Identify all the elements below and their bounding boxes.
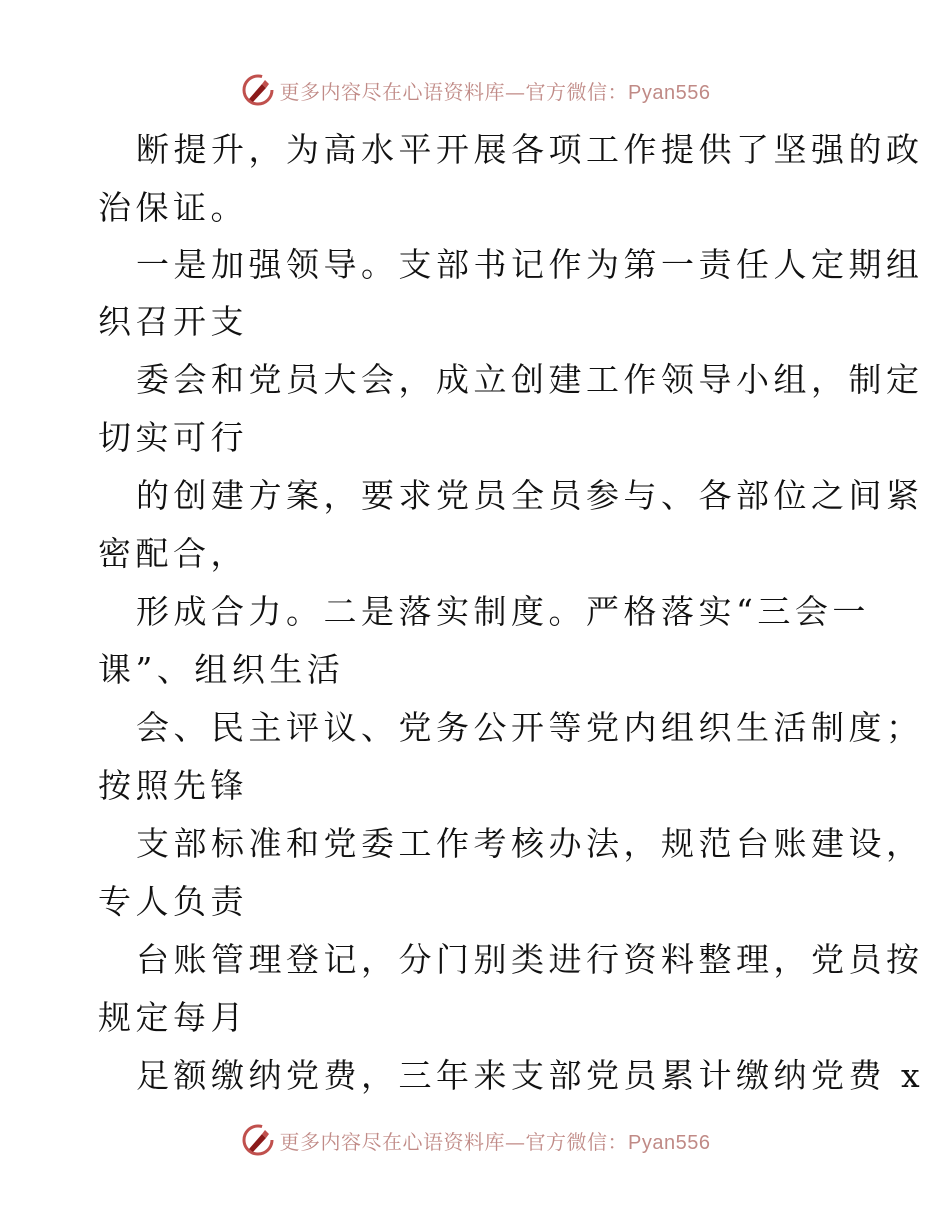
text-line: 规定每月: [98, 998, 248, 1037]
text-line: 一是加强领导。支部书记作为第一责任人定期组: [136, 245, 924, 284]
pen-circle-logo-icon: [240, 1122, 276, 1158]
text-line: 支部标准和党委工作考核办法，规范台账建设，: [136, 824, 924, 863]
text-line: 织召开支: [98, 302, 248, 341]
watermark-text: 更多内容尽在心语资料库—官方微信：: [279, 1129, 629, 1154]
header-watermark: [0, 70, 950, 110]
text-line: 的创建方案，要求党员全员参与、各部位之间紧: [136, 476, 924, 515]
text-line: 委会和党员大会，成立创建工作领导小组，制定: [136, 360, 924, 399]
text-line: 切实可行: [98, 418, 248, 457]
footer-watermark: [0, 1120, 950, 1160]
text-line: 课”、组织生活: [98, 650, 345, 689]
watermark-text: 更多内容尽在心语资料库—官方微信：: [279, 79, 629, 104]
text-line: 治保证。: [98, 188, 248, 227]
text-line: 足额缴纳党费，三年来支部党员累计缴纳党费 x: [136, 1056, 925, 1095]
pen-circle-logo-icon: [240, 72, 276, 108]
text-line: 专人负责: [98, 882, 248, 921]
text-line: 会、民主评议、党务公开等党内组织生活制度；: [136, 708, 924, 747]
text-line: 形成合力。二是落实制度。严格落实“三会一: [136, 592, 870, 631]
watermark-handle: Pyan556: [628, 81, 711, 104]
text-line: 按照先锋: [98, 766, 248, 805]
text-line: 密配合，: [98, 534, 248, 573]
watermark-handle: Pyan556: [628, 1131, 711, 1154]
text-line: 台账管理登记，分门别类进行资料整理，党员按: [136, 940, 924, 979]
text-line: 断提升，为高水平开展各项工作提供了坚强的政: [136, 130, 924, 169]
